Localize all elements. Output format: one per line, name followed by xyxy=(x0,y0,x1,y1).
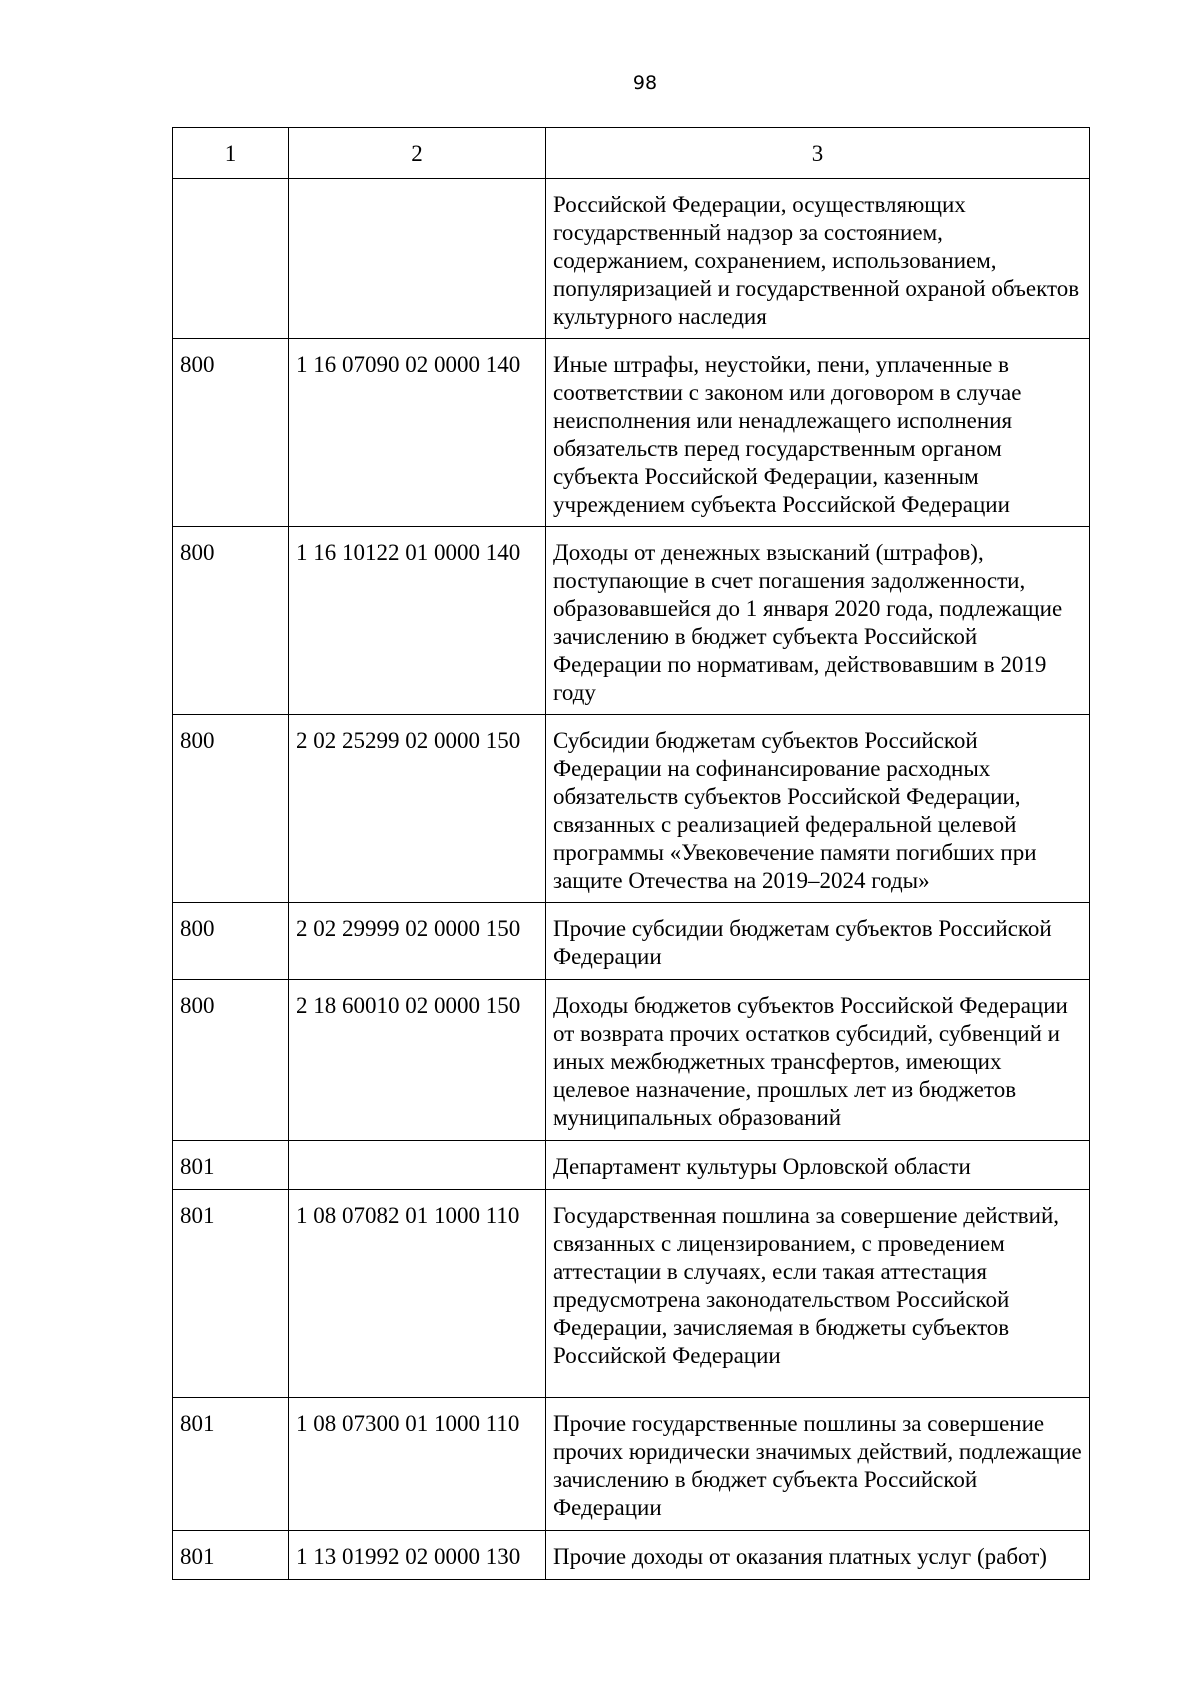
description-cell: Субсидии бюджетам субъектов Российской Федерации на софинансирование расходных обязательств субъектов Российской Федерации, связанных с реализацией федеральной целевой программы «Увековечение памяти погибших при защите Отечества на 2019–2024 годы» xyxy=(546,715,1090,903)
admin-code-cell: 800 xyxy=(173,980,289,1141)
table-row xyxy=(173,527,1090,715)
header-col-3: 3 xyxy=(546,128,1090,179)
table-row xyxy=(173,179,1090,339)
admin-code-cell: 801 xyxy=(173,1141,289,1190)
budget-code-cell: 1 08 07082 01 1000 110 xyxy=(289,1190,546,1398)
table-row xyxy=(173,1398,1090,1531)
description-cell: Департамент культуры Орловской области xyxy=(546,1141,1090,1190)
table-row xyxy=(173,903,1090,980)
budget-code-cell xyxy=(289,1141,546,1190)
revenue-codes-table xyxy=(172,127,1090,1580)
table-header-row xyxy=(173,128,1090,179)
description-cell: Иные штрафы, неустойки, пени, уплаченные в соответствии с законом или договором в случае неисполнения или ненадлежащего исполнения обязательств перед государственным органом субъекта Российской Федерации, казенным учреждением субъекта Российской Федерации xyxy=(546,339,1090,527)
description-cell: Российской Федерации, осуществляющих государственный надзор за состоянием, содержанием, сохранением, использованием, популяризацией и государственной охраной объектов культурного наследия xyxy=(546,179,1090,339)
header-col-1: 1 xyxy=(173,128,289,179)
admin-code-cell: 800 xyxy=(173,527,289,715)
table-row xyxy=(173,1531,1090,1580)
table-row xyxy=(173,1141,1090,1190)
table-row xyxy=(173,339,1090,527)
header-col-2: 2 xyxy=(289,128,546,179)
description-cell: Прочие доходы от оказания платных услуг (работ) xyxy=(546,1531,1090,1580)
page-number: 98 xyxy=(632,72,658,94)
budget-code-cell: 1 13 01992 02 0000 130 xyxy=(289,1531,546,1580)
description-cell: Доходы от денежных взысканий (штрафов), поступающие в счет погашения задолженности, образовавшейся до 1 января 2020 года, подлежащие зачислению в бюджет субъекта Российской Федерации по нормативам, действовавшим в 2019 году xyxy=(546,527,1090,715)
admin-code-cell: 801 xyxy=(173,1531,289,1580)
budget-code-cell xyxy=(289,179,546,339)
description-cell: Государственная пошлина за совершение действий, связанных с лицензированием, с проведением аттестации в случаях, если такая аттестация предусмотрена законодательством Российской Федерации, зачисляемая в бюджеты субъектов Российской Федерации xyxy=(546,1190,1090,1398)
description-cell: Прочие государственные пошлины за совершение прочих юридически значимых действий, подлежащие зачислению в бюджет субъекта Российской Федерации xyxy=(546,1398,1090,1531)
budget-code-cell: 1 08 07300 01 1000 110 xyxy=(289,1398,546,1531)
admin-code-cell: 801 xyxy=(173,1398,289,1531)
table-row xyxy=(173,980,1090,1141)
budget-code-cell: 2 18 60010 02 0000 150 xyxy=(289,980,546,1141)
table-row xyxy=(173,1190,1090,1398)
budget-code-cell: 1 16 07090 02 0000 140 xyxy=(289,339,546,527)
table-row xyxy=(173,715,1090,903)
admin-code-cell: 800 xyxy=(173,903,289,980)
description-cell: Доходы бюджетов субъектов Российской Федерации от возврата прочих остатков субсидий, субвенций и иных межбюджетных трансфертов, имеющих целевое назначение, прошлых лет из бюджетов муниципальных образований xyxy=(546,980,1090,1141)
description-cell: Прочие субсидии бюджетам субъектов Российской Федерации xyxy=(546,903,1090,980)
admin-code-cell xyxy=(173,179,289,339)
budget-code-cell: 2 02 25299 02 0000 150 xyxy=(289,715,546,903)
budget-code-cell: 2 02 29999 02 0000 150 xyxy=(289,903,546,980)
admin-code-cell: 800 xyxy=(173,339,289,527)
admin-code-cell: 801 xyxy=(173,1190,289,1398)
budget-code-cell: 1 16 10122 01 0000 140 xyxy=(289,527,546,715)
admin-code-cell: 800 xyxy=(173,715,289,903)
